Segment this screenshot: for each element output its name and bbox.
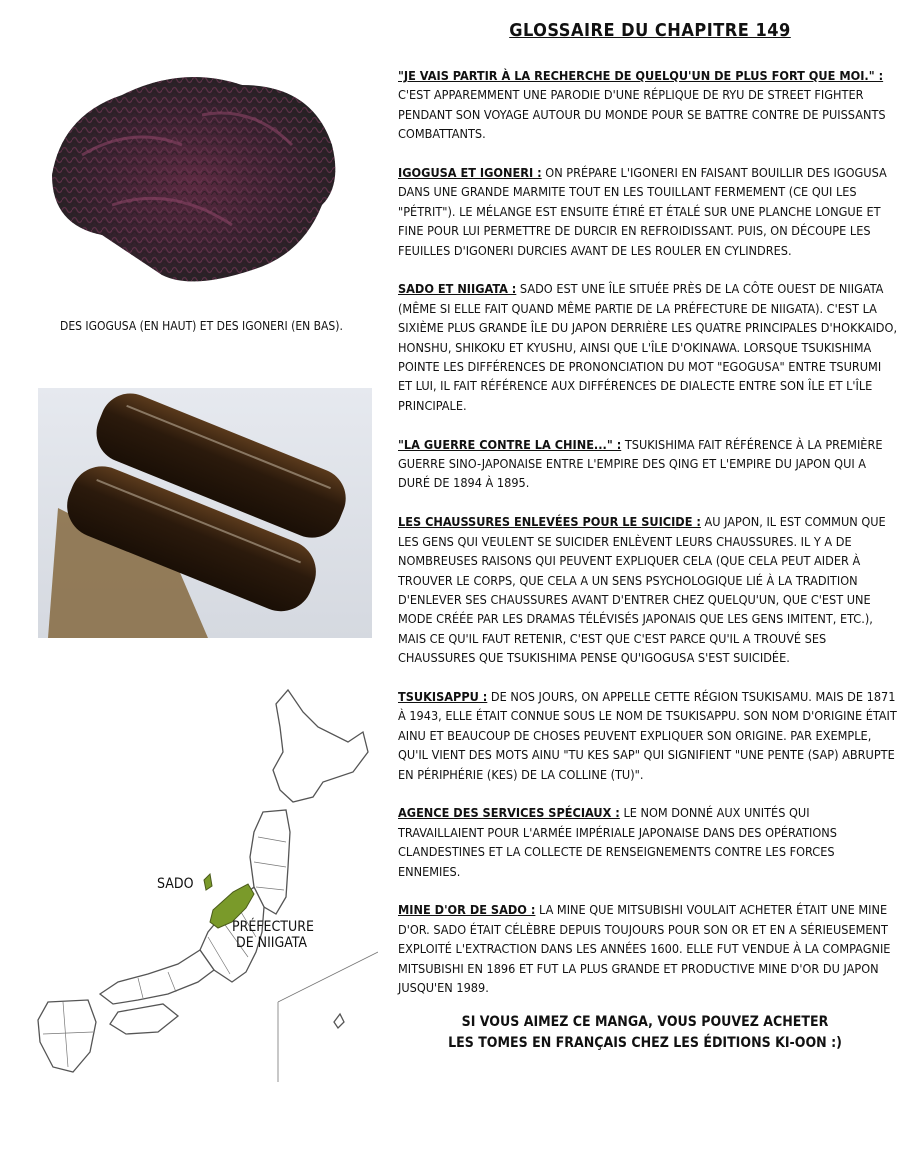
glossary-entry <box>398 435 898 493</box>
niigata-label-line1: PRÉFECTURE <box>232 919 314 935</box>
glossary-entry <box>398 279 898 415</box>
glossary-entry <box>398 163 898 260</box>
glossary-term: TSUKISAPPU : <box>398 688 488 704</box>
glossary-definition: TSUKISHIMA FAIT RÉFÉRENCE À LA PREMIÈRE GUERRE SINO-JAPONAISE ENTRE L'EMPIRE DES QING ET L'EMPIRE DU JAPON QUI A DURÉ DE 1894 À 1895. <box>398 436 883 491</box>
closing-note <box>420 1012 870 1054</box>
glossary-entry <box>398 687 898 784</box>
igogusa-photo <box>42 55 342 295</box>
glossary-entry <box>398 512 898 667</box>
igoneri-photo <box>38 388 372 638</box>
glossary-definition: LE NOM DONNÉ AUX UNITÉS QUI TRAVAILLAIENT POUR L'ARMÉE IMPÉRIALE JAPONAISE DANS DES OPÉRATIONS CLANDESTINES ET LA COLLECTE DE RENSEIGNEMENTS CONTRE LES FORCES ENNEMIES. <box>398 805 837 879</box>
glossary-definition: LA MINE QUE MITSUBISHI VOULAIT ACHETER ÉTAIT UNE MINE D'OR. SADO ÉTAIT CÉLÈBRE DEPUIS TOUJOURS POUR SON OR ET EN A SÉRIEUSEMENT EXPLOITÉ L'EXTRACTION DANS LES ANNÉES 1600. ELLE FUT VENDUE À LA COMPAGNIE MITSUBISHI EN 1896 ET FUT LA PLUS GRANDE ET PRODUCTIVE MINE D'OR DU JAPON JUSQU'EN 1989. <box>398 902 891 995</box>
page-title: GLOSSAIRE DU CHAPITRE 149 <box>509 20 791 41</box>
glossary-definition: SADO EST UNE ÎLE SITUÉE PRÈS DE LA CÔTE OUEST DE NIIGATA (MÊME SI ELLE FAIT QUAND MÊME PARTIE DE LA PRÉFECTURE DE NIIGATA). C'EST LA SIXIÈME PLUS GRANDE ÎLE DU JAPON DERRIÈRE LES QUATRE PRINCIPALES D'HOKKAIDO, HONSHU, SHIKOKU ET KYUSHU, AINSI QUE L'ÎLE D'OKINAWA. LORSQUE TSUKISHIMA POINTE LES DIFFÉRENCES DE PRONONCIATION DU MOT "EGOGUSA" ENTRE TSURUMI ET LUI, IL FAIT RÉFÉRENCE AUX DIFFÉRENCES DE DIALECTE ENTRE SON ÎLE ET L'ÎLE PRINCIPALE. <box>398 281 898 413</box>
sado-island-highlight <box>204 874 212 890</box>
glossary-entry <box>398 66 898 144</box>
glossary-term: "JE VAIS PARTIR À LA RECHERCHE DE QUELQU'UN DE PLUS FORT QUE MOI." : <box>398 68 884 83</box>
photo-caption: DES IGOGUSA (EN HAUT) ET DES IGONERI (EN BAS). <box>60 319 343 333</box>
closing-line-2: LES TOMES EN FRANÇAIS CHEZ LES ÉDITIONS KI-OON :) <box>448 1035 842 1051</box>
glossary-term: AGENCE DES SERVICES SPÉCIAUX : <box>398 805 620 821</box>
glossary-term: "LA GUERRE CONTRE LA CHINE..." : <box>398 436 622 452</box>
sado-label: SADO <box>157 876 194 892</box>
niigata-label-line2: DE NIIGATA <box>236 935 308 951</box>
closing-line-1: SI VOUS AIMEZ CE MANGA, VOUS POUVEZ ACHETER <box>461 1014 829 1030</box>
glossary-term: MINE D'OR DE SADO : <box>398 902 536 918</box>
glossary-entry <box>398 803 898 881</box>
glossary-definition: AU JAPON, IL EST COMMUN QUE LES GENS QUI VEULENT SE SUICIDER ENLÈVENT LEURS CHAUSSURES. IL Y A DE NOMBREUSES RAISONS QUI PEUVENT EXPLIQUER CELA (QUE CELA PEUT AIDER À TROUVER LE CORPS, QUE CELA A UN SENS PSYCHOLOGIQUE LIÉ À LA TRADITION D'ENLEVER SES CHAUSSURES AVANT D'ENTRER CHEZ QUELQU'UN, QUE C'EST UNE MODE CRÉÉE PAR LES DRAMAS TÉLÉVISÉS JAPONAIS QUE LES GENS IMITENT, ETC.), MAIS CE QU'IL FAUT RETENIR, C'EST QUE C'EST PARCE QU'IL A TROUVÉ SES CHAUSSURES QUE TSUKISHIMA PENSE QU'IGOGUSA S'EST SUICIDÉE. <box>398 514 886 666</box>
japan-map <box>18 682 378 1082</box>
glossary-definition: C'EST APPAREMMENT UNE PARODIE D'UNE RÉPLIQUE DE RYU DE STREET FIGHTER PENDANT SON VOYAGE AUTOUR DU MONDE POUR SE BATTRE CONTRE DE PUISSANTS COMBATTANTS. <box>398 87 886 142</box>
glossary-term: LES CHAUSSURES ENLEVÉES POUR LE SUICIDE : <box>398 514 701 530</box>
glossary-definition: ON PRÉPARE L'IGONERI EN FAISANT BOUILLIR DES IGOGUSA DANS UNE GRANDE MARMITE TOUT EN LES TOUILLANT FERMEMENT (CE QUI LES "PÉTRIT"). LE MÉLANGE EST ENSUITE ÉTIRÉ ET ÉTALÉ SUR UNE PLANCHE LONGUE ET FINE POUR LUI PERMETTRE DE DURCIR EN REFROIDISSANT. PUIS, ON DÉCOUPE LES FEUILLES D'IGONERI DURCIES AVANT DE LES ROULER EN CYLINDRES. <box>398 165 887 258</box>
glossary-list <box>398 66 898 1017</box>
glossary-definition: DE NOS JOURS, ON APPELLE CETTE RÉGION TSUKISAMU. MAIS DE 1871 À 1943, ELLE ÉTAIT CONNUE SOUS LE NOM DE TSUKISAPPU. SON NOM D'ORIGINE ÉTAIT AINU ET BEAUCOUP DE CHOSES PEUVENT EXPLIQUER SON ORIGINE. PAR EXEMPLE, QU'IL VIENT DES MOTS AINU "TU KES SAP" QUI SIGNIFIENT "UNE PENTE (SAP) ABRUPTE EN PÉRIPHÉRIE (KES) DE LA COLLINE (TU)". <box>398 688 897 782</box>
glossary-term: SADO ET NIIGATA : <box>398 281 517 297</box>
glossary-term: IGOGUSA ET IGONERI : <box>398 165 542 181</box>
glossary-entry <box>398 900 898 997</box>
